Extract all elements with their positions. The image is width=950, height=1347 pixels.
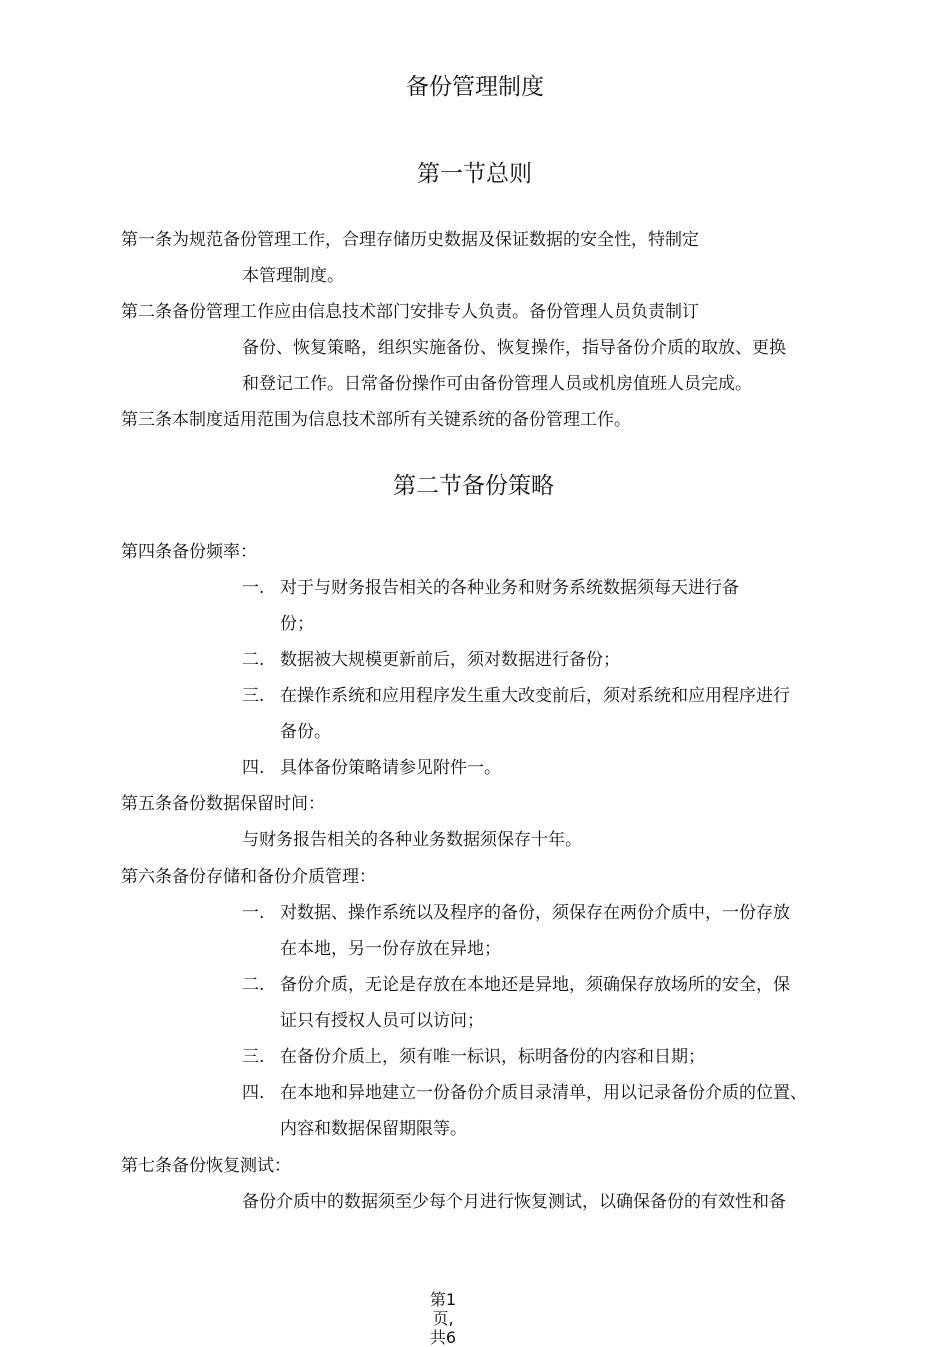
list-item — [242, 975, 790, 995]
list-item-text: 数据被大规模更新前后，须对数据进行备份； — [280, 650, 620, 670]
list-item-text: 在操作系统和应用程序发生重大改变前后，须对系统和应用程序进行 — [280, 686, 790, 706]
article-3-line-1: 第三条本制度适用范围为信息技术部所有关键系统的备份管理工作。 — [121, 410, 631, 430]
list-item — [242, 650, 620, 670]
footer-line: 页, — [432, 1309, 454, 1328]
list-item-number: 三. — [242, 1047, 265, 1067]
article-5-heading: 第五条备份数据保留时间： — [121, 794, 325, 814]
section-heading: 第二节备份策略 — [393, 473, 554, 499]
list-item-text: 在本地和异地建立一份备份介质目录清单，用以记录备份介质的位置、 — [280, 1083, 807, 1103]
article-2-line-1: 第二条备份管理工作应由信息技术部门安排专人负责。备份管理人员负责制订 — [121, 302, 699, 322]
article-7-text: 备份介质中的数据须至少每个月进行恢复测试，以确保备份的有效性和备 — [242, 1192, 786, 1212]
list-item — [242, 686, 790, 706]
article-7-heading: 第七条备份恢复测试： — [121, 1156, 291, 1176]
list-item-continuation: 备份。 — [280, 722, 331, 742]
list-item-continuation: 在本地，另一份存放在异地； — [280, 939, 501, 959]
list-item-number: 一. — [242, 578, 265, 598]
list-item-number: 二. — [242, 650, 265, 670]
list-item-text: 对数据、操作系统以及程序的备份，须保存在两份介质中，一份存放 — [280, 903, 790, 923]
list-item-number: 三. — [242, 686, 265, 706]
article-2-line-2: 备份、恢复策略，组织实施备份、恢复操作，指导备份介质的取放、更换 — [242, 338, 786, 358]
list-item-text: 备份介质，无论是存放在本地还是异地，须确保存放场所的安全，保 — [280, 975, 790, 995]
article-1-line-1: 第一条为规范备份管理工作，合理存储历史数据及保证数据的安全性，特制定 — [121, 230, 699, 250]
list-item-continuation: 证只有授权人员可以访问； — [280, 1011, 484, 1031]
document-title: 备份管理制度 — [406, 74, 544, 100]
article-4-heading: 第四条备份频率： — [121, 542, 257, 562]
article-2-line-3: 和登记工作。日常备份操作可由备份管理人员或机房值班人员完成。 — [242, 374, 752, 394]
article-1-line-2: 本管理制度。 — [242, 266, 344, 286]
list-item — [242, 1083, 807, 1103]
list-item-text: 对于与财务报告相关的各种业务和财务系统数据须每天进行备 — [280, 578, 739, 598]
article-5-text: 与财务报告相关的各种业务数据须保存十年。 — [242, 830, 582, 850]
list-item — [242, 578, 739, 598]
footer-line: 共6 — [429, 1328, 457, 1347]
list-item-number: 四. — [242, 758, 265, 778]
footer-line: 第1 — [429, 1290, 457, 1309]
list-item-text: 在备份介质上，须有唯一标识，标明备份的内容和日期； — [280, 1047, 705, 1067]
list-item-number: 四. — [242, 1083, 265, 1103]
list-item-continuation: 内容和数据保留期限等。 — [280, 1119, 467, 1139]
article-6-heading: 第六条备份存储和备份介质管理： — [121, 867, 376, 887]
list-item-text: 具体备份策略请参见附件一。 — [280, 758, 501, 778]
list-item — [242, 903, 790, 923]
list-item — [242, 758, 501, 778]
list-item-number: 二. — [242, 975, 265, 995]
list-item — [242, 1047, 705, 1067]
list-item-number: 一. — [242, 903, 265, 923]
list-item-continuation: 份； — [280, 614, 314, 634]
section-heading: 第一节总则 — [417, 161, 532, 187]
page-footer — [423, 1290, 463, 1347]
